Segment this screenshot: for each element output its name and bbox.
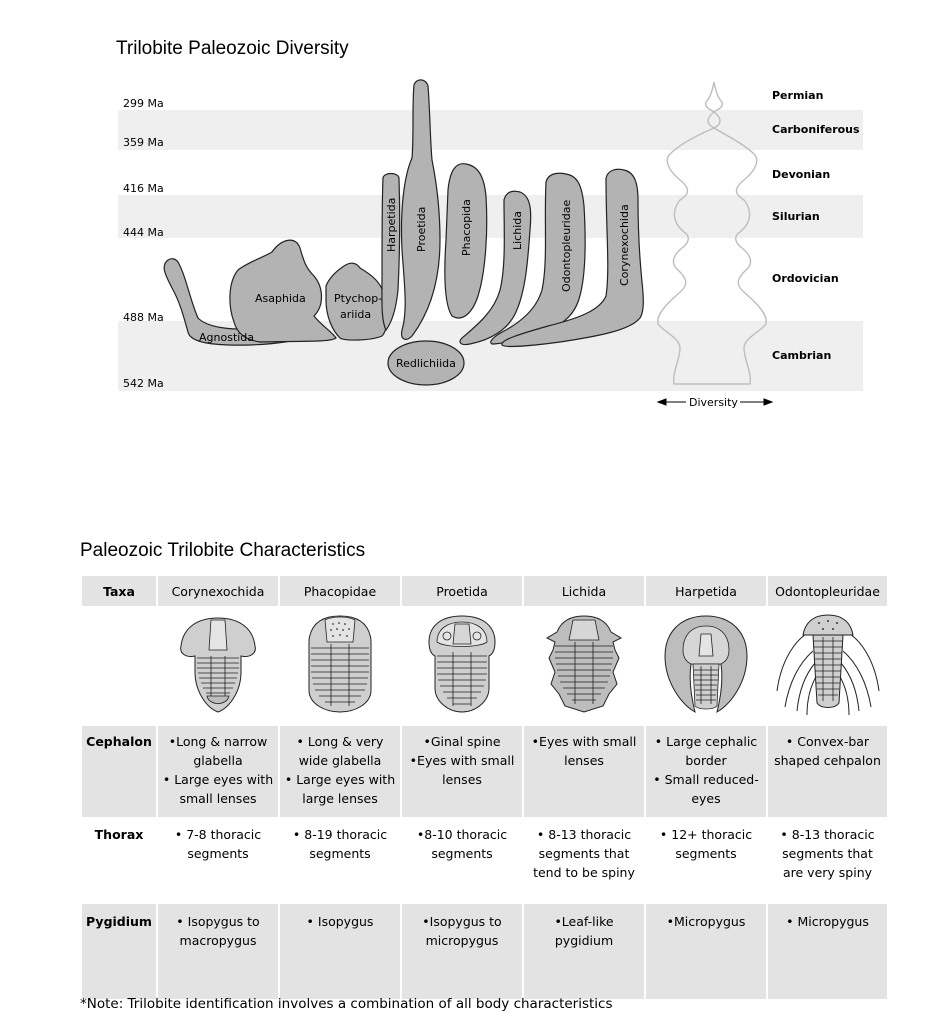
characteristic-text: • Isopygus to macropygus [176, 914, 260, 948]
diagram-title: Trilobite Paleozoic Diversity [116, 38, 349, 59]
characteristic-text: •Eyes with small lenses [409, 753, 515, 787]
characteristic-text: • 12+ thoracic segments [659, 827, 753, 861]
age-label: 444 Ma [123, 226, 164, 239]
band-silurian [118, 195, 863, 238]
taxon-label-agnostida: Agnostida [199, 331, 255, 344]
characteristic-cell [767, 903, 888, 1000]
characteristic-text: • Large cephalic border [654, 734, 758, 768]
phacopidae-trilobite-icon [295, 612, 385, 716]
characteristic-text: • Convex-bar shaped cehpalon [774, 734, 881, 768]
characteristic-text: • 8-13 thoracic segments that tend to be spiny [533, 827, 635, 880]
characteristic-text: • 8-19 thoracic segments [292, 827, 388, 861]
characteristic-text: •Micropygus [666, 914, 746, 929]
period-label: Carboniferous [772, 123, 860, 136]
band-carboniferous [118, 110, 863, 150]
table-header-row [81, 575, 888, 607]
taxon-label-lichida: Lichida [511, 211, 524, 250]
characteristic-cell [157, 725, 279, 818]
taxa-header-cell: Odontopleuridae [767, 575, 888, 607]
period-label: Ordovician [772, 272, 839, 285]
period-label: Silurian [772, 210, 820, 223]
characteristic-text: •Long & narrow glabella [168, 734, 268, 768]
characteristic-cell [523, 818, 645, 903]
taxon-label-ptychopariida-1: Ptychop- [334, 292, 383, 305]
trilobite-image-cell [767, 607, 888, 725]
characteristic-cell [279, 818, 401, 903]
period-label: Cambrian [772, 349, 832, 362]
row-label-cephalon: Cephalon [81, 725, 157, 818]
characteristic-text: •8-10 thoracic segments [416, 827, 508, 861]
characteristic-cell [645, 818, 767, 903]
trilobite-image-cell [157, 607, 279, 725]
characteristic-cell [523, 725, 645, 818]
characteristic-text: • Small reduced-eyes [653, 772, 759, 806]
taxa-header-cell: Phacopidae [279, 575, 401, 607]
period-label: Devonian [772, 168, 831, 181]
taxa-header-cell: Lichida [523, 575, 645, 607]
characteristic-cell [401, 818, 523, 903]
footnote: *Note: Trilobite identification involves a combination of all body characteristics [80, 996, 613, 1012]
characteristic-cell [401, 725, 523, 818]
lichida-trilobite-icon [539, 612, 629, 716]
age-label: 299 Ma [123, 97, 164, 110]
characteristic-cell [767, 818, 888, 903]
taxa-header-cell: Corynexochida [157, 575, 279, 607]
taxon-label-ptychopariida-2: ariida [340, 308, 372, 321]
characteristic-cell [279, 903, 401, 1000]
taxon-label-odontopleuridae: Odontopleuridae [560, 199, 573, 292]
characteristic-cell [157, 818, 279, 903]
characteristics-table [80, 574, 889, 1001]
corynexochida-trilobite-icon [173, 612, 263, 716]
proetida-trilobite-icon [417, 612, 507, 716]
image-row-label [81, 607, 157, 725]
characteristic-text: • Micropygus [786, 914, 869, 929]
characteristic-text: • 8-13 thoracic segments that are very spiny [780, 827, 875, 880]
characteristic-text: • Isopygus [306, 914, 374, 929]
characteristic-text: • Large eyes with small lenses [162, 772, 274, 806]
diversity-label: Diversity [689, 396, 738, 409]
characteristic-text: •Ginal spine [423, 734, 501, 749]
table-title: Paleozoic Trilobite Characteristics [80, 540, 366, 561]
age-label: 542 Ma [123, 377, 164, 390]
characteristic-text: •Isopygus to micropygus [422, 914, 502, 948]
characteristic-cell [401, 903, 523, 1000]
thorax-row [81, 818, 888, 903]
trilobite-image-cell [645, 607, 767, 725]
odontopleuridae-trilobite-icon [773, 611, 883, 717]
cephalon-row [81, 725, 888, 818]
diversity-diagram [0, 0, 930, 440]
taxa-header-cell: Harpetida [645, 575, 767, 607]
age-label: 416 Ma [123, 182, 164, 195]
row-label-pygidium: Pygidium [81, 903, 157, 1000]
taxon-label-harpetida: Harpetida [385, 197, 398, 252]
period-label: Permian [772, 89, 824, 102]
characteristic-cell [645, 903, 767, 1000]
characteristic-text: • 7-8 thoracic segments [174, 827, 262, 861]
characteristic-cell [645, 725, 767, 818]
characteristic-cell [523, 903, 645, 1000]
taxon-label-phacopida: Phacopida [460, 199, 473, 256]
age-label: 488 Ma [123, 311, 164, 324]
characteristic-text: • Long & very wide glabella [296, 734, 384, 768]
taxa-header: Taxa [81, 575, 157, 607]
characteristic-cell [279, 725, 401, 818]
characteristic-cell [767, 725, 888, 818]
characteristic-text: •Eyes with small lenses [531, 734, 637, 768]
characteristic-text: •Leaf-like pygidium [554, 914, 614, 948]
trilobite-image-cell [279, 607, 401, 725]
age-label: 359 Ma [123, 136, 164, 149]
taxa-header-cell: Proetida [401, 575, 523, 607]
taxon-label-redlichiida: Redlichiida [396, 357, 456, 370]
characteristic-cell [157, 903, 279, 1000]
characteristic-text: • Large eyes with large lenses [284, 772, 396, 806]
taxon-label-proetida: Proetida [415, 206, 428, 252]
trilobite-image-cell [401, 607, 523, 725]
trilobite-image-cell [523, 607, 645, 725]
taxon-label-corynexochida: Corynexochida [618, 204, 631, 286]
taxon-label-asaphida: Asaphida [255, 292, 306, 305]
harpetida-trilobite-icon [661, 612, 751, 716]
table-image-row [81, 607, 888, 725]
pygidium-row [81, 903, 888, 1000]
row-label-thorax: Thorax [81, 818, 157, 903]
